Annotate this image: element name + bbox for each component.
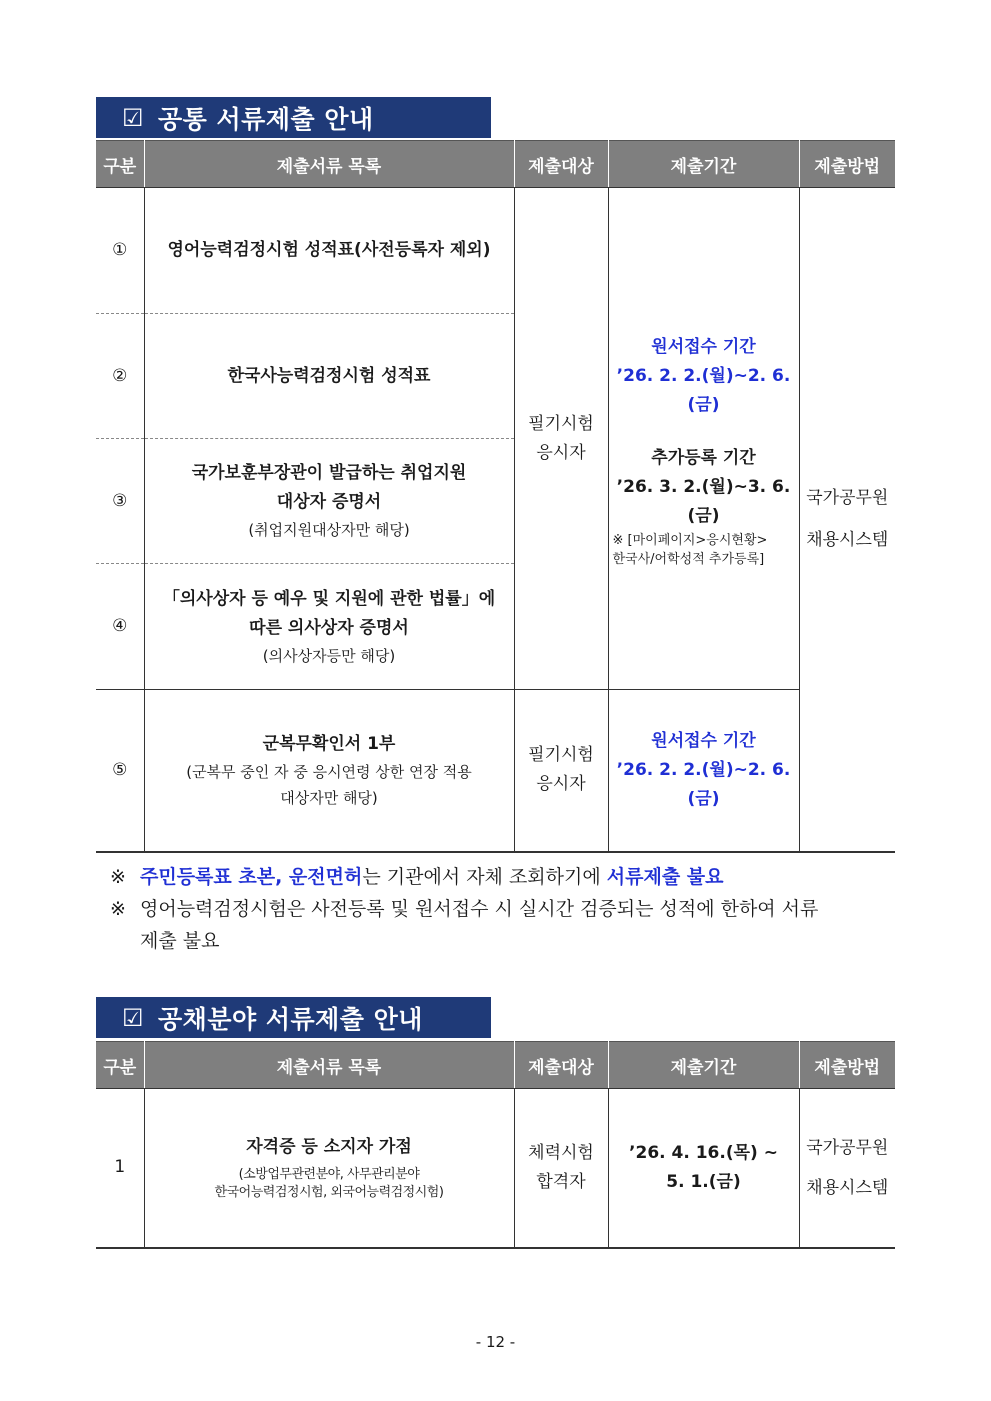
checkbox-icon: ☑ xyxy=(122,103,145,132)
period-label: 원서접수 기간 xyxy=(651,336,756,357)
document-title: 영어능력검정시험 성적표(사전등록자 제외) xyxy=(167,240,491,260)
header-target: 제출대상 xyxy=(514,141,608,188)
period-dates: ’26. 4. 16.(목) ~ xyxy=(629,1142,778,1163)
recruitment-documents-table xyxy=(96,1041,895,1249)
method-line: 채용시스템 xyxy=(806,1177,889,1198)
document-cell xyxy=(144,1089,514,1248)
header-period: 제출기간 xyxy=(608,141,799,188)
section-title-common xyxy=(96,97,491,138)
table-header-row xyxy=(96,141,895,188)
period-label: 원서접수 기간 xyxy=(651,730,756,751)
checkbox-icon: ☑ xyxy=(122,1003,145,1032)
header-method: 제출방법 xyxy=(799,1042,895,1089)
row-number: ④ xyxy=(96,564,144,690)
method-cell xyxy=(799,188,895,852)
section-title-text: 공채분야 서류제출 안내 xyxy=(158,1004,423,1034)
period-note: 한국사/어학성적 추가등록] xyxy=(612,551,765,567)
document-cell xyxy=(144,690,514,852)
period-dates: ’26. 2. 2.(월)~2. 6.(금) xyxy=(616,365,791,415)
header-category: 구분 xyxy=(96,141,144,188)
document-subtitle: 대상자만 해당) xyxy=(280,788,378,807)
note-item xyxy=(110,893,900,925)
method-cell xyxy=(799,1089,895,1248)
document-title: 군복무확인서 1부 xyxy=(262,733,396,754)
target-line: 응시자 xyxy=(536,774,586,795)
method-line: 채용시스템 xyxy=(806,530,889,551)
table-row xyxy=(96,690,895,852)
note-highlight: 서류제출 불요 xyxy=(606,866,724,888)
notes-block xyxy=(110,861,900,957)
period-label: 추가등록 기간 xyxy=(651,447,756,468)
period-note: ※ [마이페이지>응시현황> xyxy=(612,532,768,548)
period-dates: ’26. 2. 2.(월)~2. 6.(금) xyxy=(616,759,791,809)
page-number: - 12 - xyxy=(475,1333,516,1351)
target-line: 필기시험 xyxy=(528,413,594,434)
document-title: 「의사상자 등 예우 및 지원에 관한 법률」에 xyxy=(162,588,496,609)
target-cell xyxy=(514,188,608,690)
document-title: 자격증 등 소지자 가점 xyxy=(246,1137,412,1158)
note-text: 는 기관에서 자체 조회하기에 xyxy=(362,866,607,888)
document-subtitle: 한국어능력검정시험, 외국어능력검정시험) xyxy=(214,1185,444,1201)
document-subtitle: (군복무 중인 자 중 응시연령 상한 연장 적용 xyxy=(186,762,472,781)
note-item xyxy=(110,861,900,893)
target-cell xyxy=(514,690,608,852)
period-dates: 5. 1.(금) xyxy=(666,1171,741,1192)
header-method: 제출방법 xyxy=(799,141,895,188)
period-cell xyxy=(608,188,799,690)
document-title: 대상자 증명서 xyxy=(276,492,382,512)
target-line: 응시자 xyxy=(536,442,586,463)
method-line: 국가공무원 xyxy=(806,1137,889,1158)
section-title-recruitment xyxy=(96,997,491,1038)
note-mark: ※ xyxy=(110,898,126,920)
period-dates: ’26. 3. 2.(월)~3. 6.(금) xyxy=(616,476,791,526)
document-cell xyxy=(144,314,514,439)
period-cell xyxy=(608,1089,799,1248)
row-number: ③ xyxy=(96,439,144,564)
note-mark: ※ xyxy=(110,866,126,888)
target-cell xyxy=(514,1089,608,1248)
note-text: 제출 불요 xyxy=(140,930,220,952)
row-number: ② xyxy=(96,314,144,439)
document-title: 한국사능력검정시험 성적표 xyxy=(227,365,431,386)
section-title-text: 공통 서류제출 안내 xyxy=(158,104,374,134)
table-row xyxy=(96,188,895,314)
header-document-list: 제출서류 목록 xyxy=(144,141,514,188)
document-subtitle: (취업지원대상자만 해당) xyxy=(248,521,410,539)
note-text: 영어능력검정시험은 사전등록 및 원서접수 시 실시간 검증되는 성적에 한하여 서류 xyxy=(140,898,819,920)
header-document-list: 제출서류 목록 xyxy=(144,1042,514,1089)
table-header-row xyxy=(96,1042,895,1089)
header-target: 제출대상 xyxy=(514,1042,608,1089)
document-subtitle: (소방업무관련분야, 사무관리분야 xyxy=(238,1167,420,1183)
header-period: 제출기간 xyxy=(608,1042,799,1089)
row-number: ⑤ xyxy=(96,690,144,852)
note-highlight: 주민등록표 초본, 운전면허 xyxy=(140,866,363,888)
common-documents-table xyxy=(96,140,895,853)
document-subtitle: (의사상자등만 해당) xyxy=(262,646,396,665)
row-number: ① xyxy=(96,188,144,314)
document-cell xyxy=(144,439,514,564)
row-number: 1 xyxy=(96,1089,144,1248)
table-row xyxy=(96,1089,895,1248)
period-cell xyxy=(608,690,799,852)
note-item xyxy=(110,925,900,957)
document-title: 국가보훈부장관이 발급하는 취업지원 xyxy=(191,463,467,483)
target-line: 필기시험 xyxy=(528,745,594,766)
method-line: 국가공무원 xyxy=(806,488,889,509)
document-cell xyxy=(144,564,514,690)
target-line: 합격자 xyxy=(536,1171,586,1192)
document-cell xyxy=(144,188,514,314)
document-title: 따른 의사상자 증명서 xyxy=(249,617,409,638)
target-line: 체력시험 xyxy=(528,1142,594,1163)
header-category: 구분 xyxy=(96,1042,144,1089)
